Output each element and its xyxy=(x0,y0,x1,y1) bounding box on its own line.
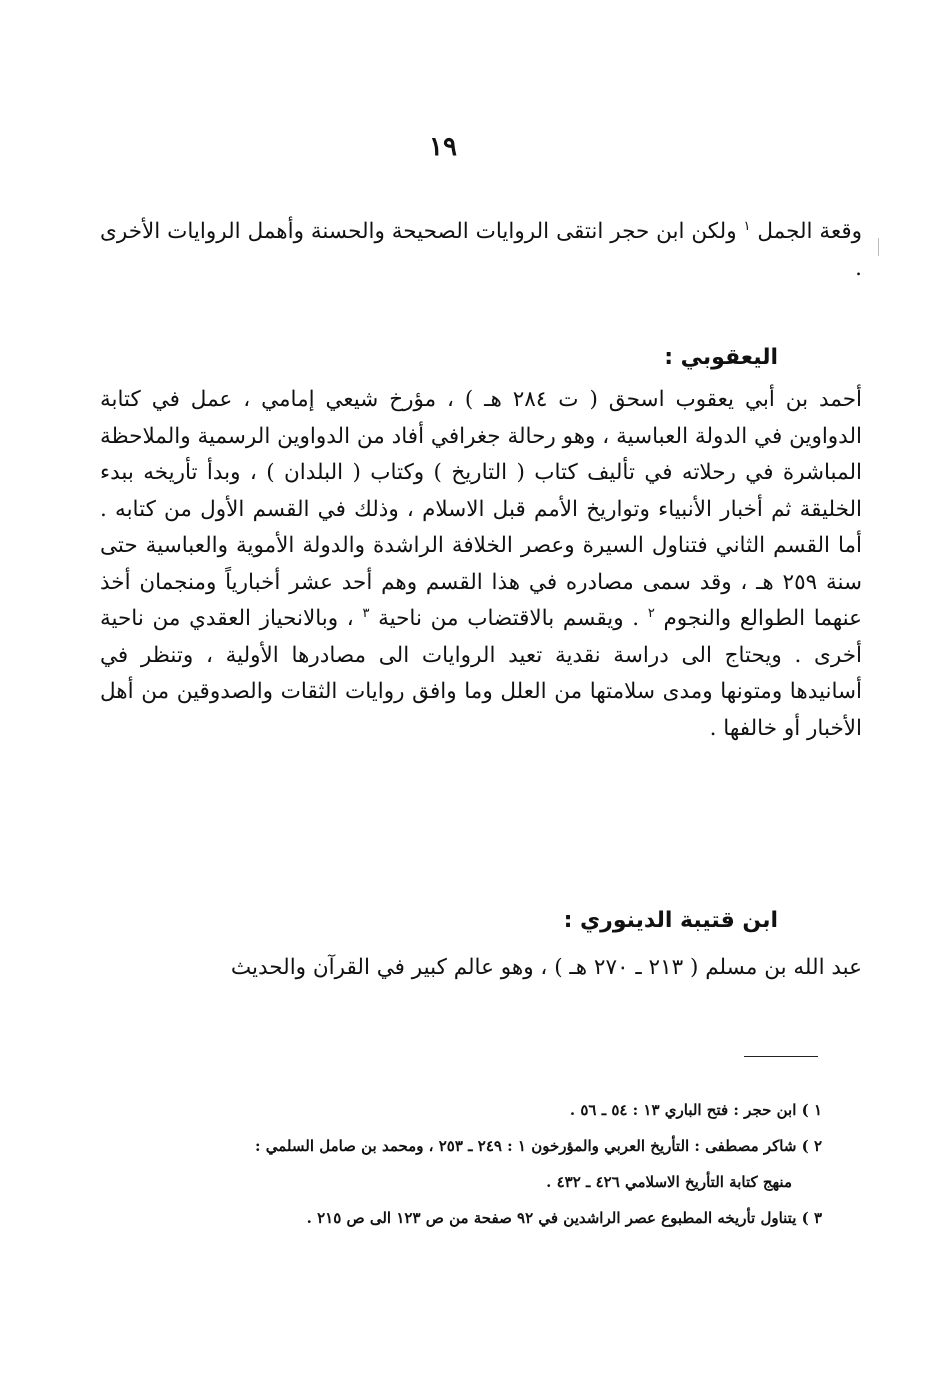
intro-paragraph xyxy=(100,214,862,287)
yaqubi-text-b: . ويقسم بالاقتضاب من ناحية xyxy=(369,606,648,631)
yaqubi-text-c: ، وبالانحياز العقدي من ناحية أخرى . ويحتاج الى دراسة نقدية تعيد الروايات الى مصادرها الأولية ، وتنظر في أسانيدها ومتونها ومدى سلامتها من العلل وما وافق روايات الثقات والصدوقين من أهل الأخبار أو خالفها . xyxy=(100,606,862,741)
intro-text-b: ولكن ابن حجر انتقى الروايات الصحيحة والحسنة وأهمل الروايات الأخرى . xyxy=(100,219,862,281)
intro-text xyxy=(100,214,862,287)
footnote-ref-2[interactable]: ٢ xyxy=(647,605,655,621)
footnote-ref-3[interactable]: ٣ xyxy=(362,605,370,621)
footnote-2: ٢ ) شاكر مصطفى : التأريخ العربي والمؤرخون ١ : ٢٤٩ ـ ٢٥٣ ، ومحمد بن صامل السلمي : xyxy=(254,1137,822,1155)
section-heading-yaqubi: اليعقوبي : xyxy=(664,345,778,370)
section-heading-dinawari: ابن قتيبة الدينوري : xyxy=(563,908,778,933)
yaqubi-paragraph xyxy=(100,382,862,747)
footnote-3: ٣ ) يتناول تأريخه المطبوع عصر الراشدين في ٩٢ صفحة من ص ١٢٣ الى ص ٢١٥ . xyxy=(306,1209,822,1227)
dinawari-paragraph xyxy=(100,950,862,987)
footnote-separator xyxy=(744,1056,818,1057)
yaqubi-text-a: أحمد بن أبي يعقوب اسحق ( ت ٢٨٤ هـ ) ، مؤرخ شيعي إمامي ، عمل في كتابة الدواوين في الدولة العباسية ، وهو رحالة جغرافي أفاد من الدواوين الرسمية والملاحظة المباشرة في رحلاته في تأليف كتاب ( التاريخ ) وكتاب ( البلدان ) ، وبدأ تأريخه ببدء الخليقة ثم أخبار الأنبياء وتواريخ الأمم قبل الاسلام ، وذلك في القسم الأول من كتابه . أما القسم الثاني فتناول السيرة وعصر الخلافة الراشدة والدولة الأموية والعباسية حتى سنة ٢٥٩ هـ ، وقد سمى مصادره في هذا القسم وهم أحد عشر أخبارياً ومنجمان أخذ عنهما الطوالع والنجوم xyxy=(100,387,862,631)
footnotes xyxy=(140,1092,822,1236)
footnote-ref-1[interactable]: ١ xyxy=(743,218,751,234)
margin-mark xyxy=(878,238,879,256)
yaqubi-text xyxy=(100,382,862,747)
footnote-1: ١ ) ابن حجر : فتح الباري ١٣ : ٥٤ ـ ٥٦ . xyxy=(569,1101,822,1119)
footnote-2-continued: منهج كتابة التأريخ الاسلامي ٤٢٦ ـ ٤٣٢ . xyxy=(546,1173,792,1191)
dinawari-text: عبد الله بن مسلم ( ٢١٣ ـ ٢٧٠ هـ ) ، وهو عالم كبير في القرآن والحديث xyxy=(230,955,862,980)
intro-text-a: وقعة الجمل xyxy=(750,219,862,244)
page-number: ١٩ xyxy=(429,132,457,162)
